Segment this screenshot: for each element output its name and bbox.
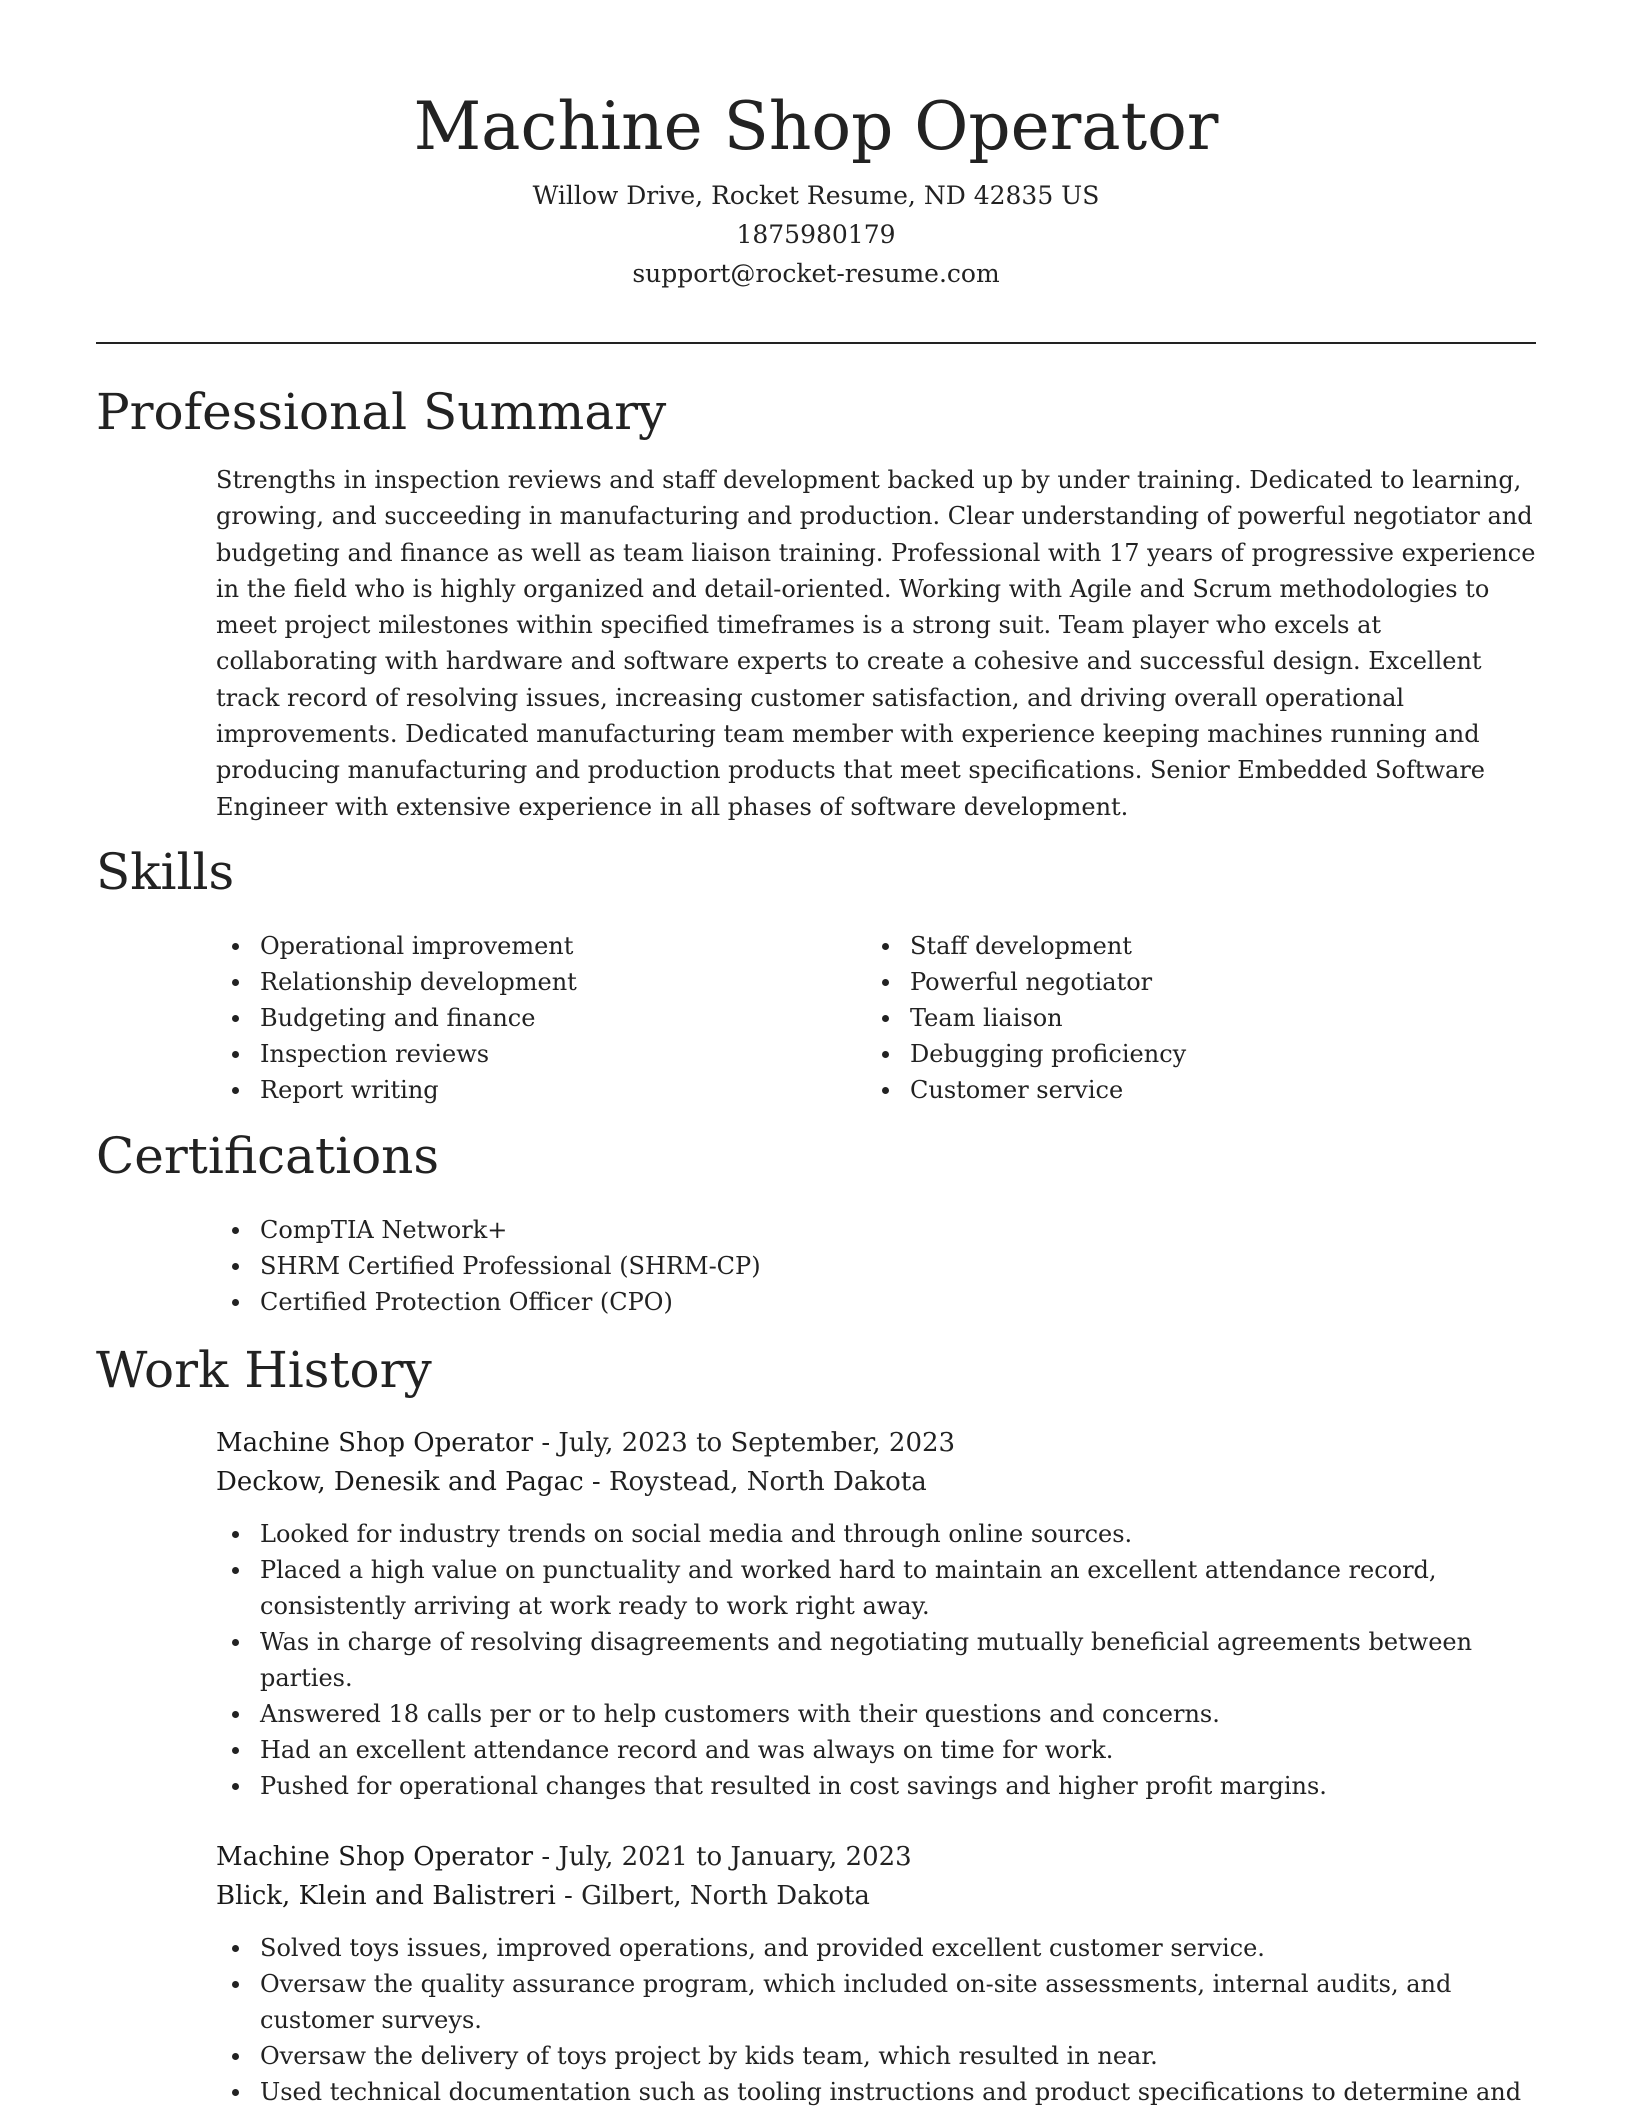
certification-item: SHRM Certified Professional (SHRM-CP): [216, 1248, 1116, 1284]
job-bullet: Pushed for operational changes that resulted in cost savings and higher profit margins.: [216, 1768, 1536, 1804]
job-dates: - July, 2021 to January, 2023: [533, 1842, 912, 1872]
job-dates: - July, 2023 to September, 2023: [533, 1428, 956, 1458]
skill-item: Operational improvement: [216, 928, 856, 964]
section-title-work-history: Work History: [96, 1341, 432, 1399]
job-company-line: [216, 1463, 1536, 1502]
resume-header: [96, 82, 1536, 293]
certifications-list: [216, 1212, 1116, 1320]
contact-phone: 1875980179: [736, 220, 896, 249]
job-bullet: Looked for industry trends on social media and through online sources.: [216, 1516, 1536, 1552]
job-title: Machine Shop Operator: [216, 1428, 534, 1458]
skills-list-left: [216, 928, 856, 1108]
job-title-line: [216, 1838, 1536, 1877]
job-bullets: [216, 1516, 1536, 1804]
section-title-certifications: Certifications: [96, 1127, 440, 1185]
skill-item: Budgeting and finance: [216, 1000, 856, 1036]
contact-email: support@rocket-resume.com: [632, 259, 1000, 288]
section-title-summary: Professional Summary: [96, 383, 667, 441]
job-bullet: Placed a high value on punctuality and worked hard to maintain an excellent attendance record, consistently arriving at work ready to work right away.: [216, 1552, 1536, 1624]
skill-item: Powerful negotiator: [866, 964, 1506, 1000]
job-company: Deckow, Denesik and Pagac: [216, 1467, 584, 1497]
candidate-name: Machine Shop Operator: [413, 88, 1219, 165]
summary-text: Strengths in inspection reviews and staff development backed up by under training. Dedicated to learning, growing, and succeeding in manufacturing and production. Clear understanding of powerful negotiator and budgeting and finance as well as team liaison training. Professional with 17 years of progressive experience in the field who is highly organized and detail-oriented. Working with Agile and Scrum methodologies to meet project milestones within specified timeframes is a strong suit. Team player who excels at collaborating with hardware and software experts to create a cohesive and successful design. Excellent track record of resolving issues, increasing customer satisfaction, and driving overall operational improvements. Dedicated manufacturing team member with experience keeping machines running and producing manufacturing and production products that meet specifications. Senior Embedded Software Engineer with extensive experience in all phases of software development.: [216, 466, 1536, 821]
skill-item: Team liaison: [866, 1000, 1506, 1036]
job-entry: [216, 1424, 1536, 1804]
job-title-line: [216, 1424, 1536, 1463]
job-bullet: Had an excellent attendance record and was always on time for work.: [216, 1732, 1536, 1768]
job-location: - Gilbert, North Dakota: [555, 1881, 870, 1911]
skill-item: Report writing: [216, 1072, 856, 1108]
job-company-line: [216, 1877, 1536, 1916]
job-bullet: Oversaw the quality assurance program, which included on-site assessments, internal audits, and customer surveys.: [216, 1966, 1536, 2038]
skill-item: Inspection reviews: [216, 1036, 856, 1072]
skill-item: Debugging proficiency: [866, 1036, 1506, 1072]
job-bullet: Solved toys issues, improved operations, and provided excellent customer service.: [216, 1930, 1536, 1966]
skills-list-right: [866, 928, 1506, 1108]
skill-item: Customer service: [866, 1072, 1506, 1108]
certification-item: CompTIA Network+: [216, 1212, 1116, 1248]
job-bullet: Was in charge of resolving disagreements and negotiating mutually beneficial agreements between parties.: [216, 1624, 1536, 1696]
skill-item: Relationship development: [216, 964, 856, 1000]
certification-item: Certified Protection Officer (CPO): [216, 1284, 1116, 1320]
job-bullet: Answered 18 calls per or to help customers with their questions and concerns.: [216, 1696, 1536, 1732]
skill-item: Staff development: [866, 928, 1506, 964]
job-bullets: [216, 1930, 1536, 2110]
header-divider: [96, 342, 1536, 344]
contact-info: [96, 176, 1536, 293]
job-title: Machine Shop Operator: [216, 1842, 534, 1872]
job-bullet: Used technical documentation such as tooling instructions and product specifications to determine and: [216, 2074, 1536, 2110]
job-company: Blick, Klein and Balistreri: [216, 1881, 556, 1911]
contact-address: Willow Drive, Rocket Resume, ND 42835 US: [532, 181, 1100, 210]
section-title-skills: Skills: [96, 843, 235, 901]
job-location: - Roystead, North Dakota: [583, 1467, 927, 1497]
job-entry: [216, 1838, 1536, 2110]
job-bullet: Oversaw the delivery of toys project by kids team, which resulted in near.: [216, 2038, 1536, 2074]
